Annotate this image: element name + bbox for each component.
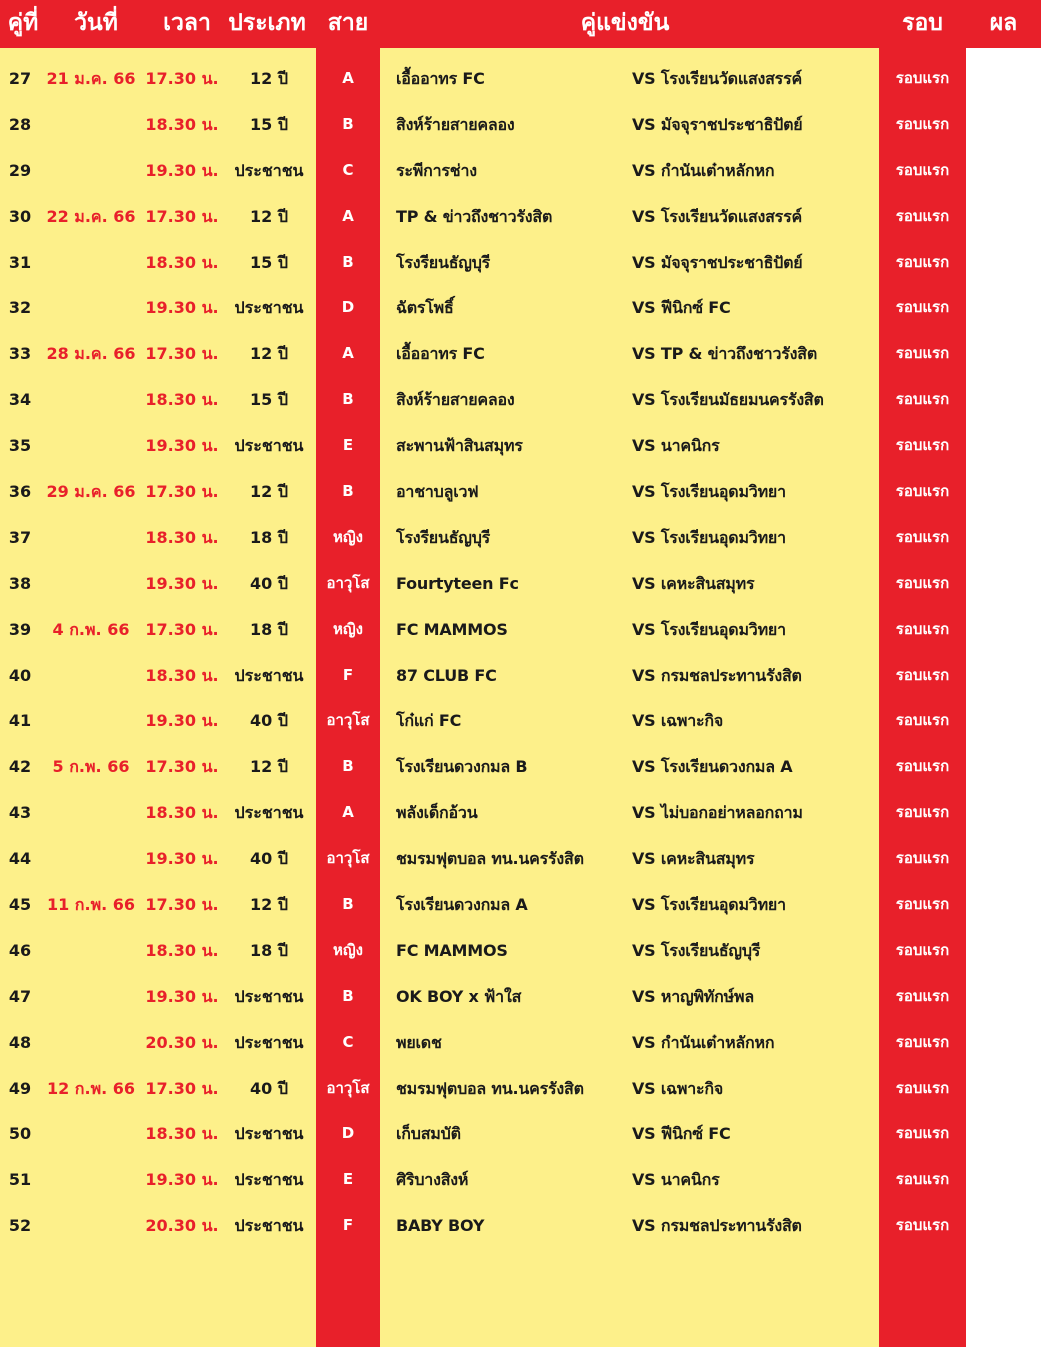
match-group: A bbox=[342, 344, 354, 363]
match-date: 5 ก.พ. 66 bbox=[52, 757, 130, 777]
match-result bbox=[966, 377, 1041, 423]
match-time: 17.30 น. bbox=[145, 895, 219, 915]
match-number: 50 bbox=[8, 1124, 32, 1144]
match-date bbox=[40, 240, 142, 286]
match-result bbox=[966, 561, 1041, 607]
match-group: B bbox=[342, 252, 354, 271]
match-category: 18 ปี bbox=[250, 619, 288, 639]
match-category: ประชาชน bbox=[234, 1124, 304, 1144]
home-team: โรงรียนธัญบุรี bbox=[396, 527, 491, 547]
match-number: 34 bbox=[8, 390, 32, 410]
match-round: รอบแรก bbox=[895, 160, 950, 179]
home-team: ศิริบางสิงห์ bbox=[396, 1170, 469, 1190]
match-time: 19.30 น. bbox=[145, 160, 219, 180]
match-date bbox=[40, 515, 142, 561]
match-number: 32 bbox=[8, 298, 32, 318]
match-date bbox=[40, 653, 142, 699]
match-round: รอบแรก bbox=[895, 390, 950, 409]
match-round: รอบแรก bbox=[895, 1216, 950, 1235]
match-number: 39 bbox=[8, 619, 32, 639]
away-team: VS เฉพาะกิจ bbox=[632, 1078, 724, 1098]
match-group: C bbox=[342, 1032, 354, 1051]
match-result bbox=[966, 56, 1041, 102]
away-team: VS โรงเรียนอุดมวิทยา bbox=[632, 619, 786, 639]
match-round: รอบแรก bbox=[895, 1170, 950, 1189]
match-category: 40 ปี bbox=[250, 1078, 288, 1098]
match-group: B bbox=[342, 482, 354, 501]
match-round: รอบแรก bbox=[895, 206, 950, 225]
match-date bbox=[40, 1020, 142, 1066]
match-category: 18 ปี bbox=[250, 527, 288, 547]
match-date: 21 ม.ค. 66 bbox=[46, 69, 136, 88]
match-result bbox=[966, 1020, 1041, 1066]
match-result bbox=[966, 515, 1041, 561]
match-result bbox=[966, 653, 1041, 699]
match-result bbox=[966, 240, 1041, 286]
match-group: อาวุโส bbox=[326, 711, 370, 730]
match-time: 17.30 น. bbox=[145, 482, 219, 502]
match-round: รอบแรก bbox=[895, 298, 950, 317]
header-line: สาย bbox=[327, 10, 369, 36]
match-group: F bbox=[342, 1216, 354, 1235]
away-team: VS มัจจุราชประชาธิปัตย์ bbox=[632, 114, 803, 134]
match-time: 17.30 น. bbox=[145, 757, 219, 777]
match-date bbox=[40, 836, 142, 882]
table-row bbox=[0, 56, 1041, 102]
away-team: VS หาญพิทักษ์พล bbox=[632, 986, 754, 1006]
home-team: เก็บสมบัติ bbox=[396, 1124, 461, 1144]
table-row bbox=[0, 1066, 1041, 1112]
match-category: 12 ปี bbox=[250, 69, 288, 88]
match-time: 17.30 น. bbox=[145, 69, 219, 88]
match-time: 18.30 น. bbox=[145, 1124, 219, 1144]
match-group: F bbox=[342, 665, 354, 684]
match-time: 19.30 น. bbox=[145, 573, 219, 593]
match-result bbox=[966, 285, 1041, 331]
match-round: รอบแรก bbox=[895, 527, 950, 546]
match-time: 20.30 น. bbox=[145, 1032, 219, 1052]
home-team: พลังเด็กอ้วน bbox=[396, 803, 478, 823]
home-team: ชมรมฟุตบอล ทน.นครรังสิต bbox=[396, 1078, 584, 1098]
match-group: B bbox=[342, 114, 354, 133]
match-time: 19.30 น. bbox=[145, 1170, 219, 1190]
match-round: รอบแรก bbox=[895, 711, 950, 730]
match-round: รอบแรก bbox=[895, 436, 950, 455]
match-result bbox=[966, 1111, 1041, 1157]
table-row bbox=[0, 836, 1041, 882]
match-category: 40 ปี bbox=[250, 711, 288, 731]
match-number: 49 bbox=[8, 1078, 32, 1098]
match-number: 43 bbox=[8, 803, 32, 823]
match-round: รอบแรก bbox=[895, 1078, 950, 1097]
match-date bbox=[40, 698, 142, 744]
home-team: TP & ข่าวถึงชาวรังสิต bbox=[396, 206, 553, 226]
match-date bbox=[40, 423, 142, 469]
table-row bbox=[0, 1020, 1041, 1066]
table-header bbox=[0, 0, 1041, 48]
match-time: 18.30 น. bbox=[145, 390, 219, 410]
match-time: 18.30 น. bbox=[145, 252, 219, 272]
match-category: ประชาชน bbox=[234, 1032, 304, 1052]
match-time: 17.30 น. bbox=[145, 1078, 219, 1098]
match-round: รอบแรก bbox=[895, 986, 950, 1005]
match-result bbox=[966, 744, 1041, 790]
match-number: 52 bbox=[8, 1216, 32, 1236]
match-round: รอบแรก bbox=[895, 252, 950, 271]
match-number: 31 bbox=[8, 252, 32, 272]
home-team: ฉัตรโพธิ์ bbox=[396, 298, 454, 318]
match-category: 15 ปี bbox=[250, 390, 288, 410]
match-time: 18.30 น. bbox=[145, 114, 219, 134]
table-row bbox=[0, 974, 1041, 1020]
match-group: อาวุโส bbox=[326, 849, 370, 868]
match-date: 11 ก.พ. 66 bbox=[46, 895, 136, 915]
match-category: 12 ปี bbox=[250, 344, 288, 364]
home-team: เอื้ออาทร FC bbox=[396, 344, 485, 364]
match-number: 36 bbox=[8, 482, 32, 502]
match-round: รอบแรก bbox=[895, 757, 950, 776]
table-row bbox=[0, 331, 1041, 377]
match-number: 48 bbox=[8, 1032, 32, 1052]
home-team: ชมรมฟุตบอล ทน.นครรังสิต bbox=[396, 849, 584, 869]
fixture-rows bbox=[0, 56, 1041, 1249]
match-number: 51 bbox=[8, 1170, 32, 1190]
match-date: 12 ก.พ. 66 bbox=[46, 1078, 136, 1098]
match-result bbox=[966, 836, 1041, 882]
match-time: 19.30 น. bbox=[145, 849, 219, 869]
home-team: FC MAMMOS bbox=[396, 940, 508, 960]
table-row bbox=[0, 515, 1041, 561]
table-row bbox=[0, 194, 1041, 240]
match-number: 45 bbox=[8, 895, 32, 915]
match-date: 22 ม.ค. 66 bbox=[46, 206, 136, 226]
match-date bbox=[40, 974, 142, 1020]
match-time: 19.30 น. bbox=[145, 436, 219, 456]
match-group: หญิง bbox=[333, 619, 363, 638]
table-row bbox=[0, 148, 1041, 194]
match-number: 44 bbox=[8, 849, 32, 869]
match-round: รอบแรก bbox=[895, 619, 950, 638]
match-category: 12 ปี bbox=[250, 482, 288, 502]
away-team: VS นาคนิกร bbox=[632, 436, 720, 456]
match-number: 38 bbox=[8, 573, 32, 593]
match-date bbox=[40, 285, 142, 331]
match-category: ประชาชน bbox=[234, 1170, 304, 1190]
table-row bbox=[0, 423, 1041, 469]
home-team: สิงห์ร้ายสายคลอง bbox=[396, 114, 515, 134]
home-team: โรงเรียนดวงกมล A bbox=[396, 895, 528, 915]
match-category: 40 ปี bbox=[250, 573, 288, 593]
match-time: 19.30 น. bbox=[145, 711, 219, 731]
away-team: VS มัจจุราชประชาธิปัตย์ bbox=[632, 252, 803, 272]
header-time: เวลา bbox=[163, 10, 211, 36]
match-group: E bbox=[342, 436, 354, 455]
match-result bbox=[966, 102, 1041, 148]
home-team: BABY BOY bbox=[396, 1216, 485, 1236]
home-team: โรงเรียนดวงกมล B bbox=[396, 757, 528, 777]
away-team: VS โรงเรียนวัดแสงสรรค์ bbox=[632, 206, 802, 226]
match-group: หญิง bbox=[333, 940, 363, 959]
match-time: 19.30 น. bbox=[145, 298, 219, 318]
match-result bbox=[966, 1066, 1041, 1112]
match-category: 18 ปี bbox=[250, 940, 288, 960]
match-date bbox=[40, 790, 142, 836]
table-row bbox=[0, 698, 1041, 744]
match-time: 20.30 น. bbox=[145, 1216, 219, 1236]
match-category: 40 ปี bbox=[250, 849, 288, 869]
table-row bbox=[0, 469, 1041, 515]
match-number: 35 bbox=[8, 436, 32, 456]
header-type: ประเภท bbox=[228, 10, 306, 36]
match-group: B bbox=[342, 390, 354, 409]
match-round: รอบแรก bbox=[895, 573, 950, 592]
match-result bbox=[966, 974, 1041, 1020]
match-number: 47 bbox=[8, 986, 32, 1006]
match-round: รอบแรก bbox=[895, 1032, 950, 1051]
home-team: โก๋แก่ FC bbox=[396, 711, 462, 731]
match-time: 17.30 น. bbox=[145, 619, 219, 639]
away-team: VS โรงเรียนอุดมวิทยา bbox=[632, 895, 786, 915]
table-row bbox=[0, 377, 1041, 423]
table-row bbox=[0, 285, 1041, 331]
match-category: ประชาชน bbox=[234, 160, 304, 180]
away-team: VS ฟีนิกซ์ FC bbox=[632, 1124, 731, 1144]
home-team: พยเดช bbox=[396, 1032, 442, 1052]
table-row bbox=[0, 561, 1041, 607]
header-result: ผล bbox=[989, 10, 1018, 36]
away-team: VS โรงเรียนดวงกมล A bbox=[632, 757, 793, 777]
away-team: VS โรงเรียนอุดมวิทยา bbox=[632, 482, 786, 502]
header-round: รอบ bbox=[902, 10, 943, 36]
home-team: 87 CLUB FC bbox=[396, 665, 497, 685]
match-group: อาวุโส bbox=[326, 573, 370, 592]
match-category: 15 ปี bbox=[250, 114, 288, 134]
match-time: 18.30 น. bbox=[145, 527, 219, 547]
match-group: E bbox=[342, 1170, 354, 1189]
match-round: รอบแรก bbox=[895, 482, 950, 501]
table-row bbox=[0, 744, 1041, 790]
home-team: Fourtyteen Fc bbox=[396, 573, 519, 593]
match-result bbox=[966, 469, 1041, 515]
home-team: ระพีการช่าง bbox=[396, 160, 477, 180]
away-team: VS เคหะสินสมุทร bbox=[632, 849, 755, 869]
match-number: 46 bbox=[8, 940, 32, 960]
table-row bbox=[0, 240, 1041, 286]
table-row bbox=[0, 928, 1041, 974]
away-team: VS ไม่บอกอย่าหลอกถาม bbox=[632, 803, 803, 823]
match-date: 4 ก.พ. 66 bbox=[52, 619, 130, 639]
home-team: อาชาบลูเวฟ bbox=[396, 482, 479, 502]
header-match-no: คู่ที่ bbox=[7, 10, 39, 36]
match-number: 27 bbox=[8, 69, 32, 88]
match-date bbox=[40, 928, 142, 974]
match-round: รอบแรก bbox=[895, 803, 950, 822]
match-group: D bbox=[341, 1124, 355, 1143]
match-result bbox=[966, 423, 1041, 469]
table-row bbox=[0, 882, 1041, 928]
match-category: 15 ปี bbox=[250, 252, 288, 272]
away-team: VS กรมชลประทานรังสิต bbox=[632, 1216, 802, 1236]
match-category: ประชาชน bbox=[234, 665, 304, 685]
match-round: รอบแรก bbox=[895, 665, 950, 684]
match-number: 28 bbox=[8, 114, 32, 134]
away-team: VS เคหะสินสมุทร bbox=[632, 573, 755, 593]
match-category: ประชาชน bbox=[234, 1216, 304, 1236]
home-team: โรงรียนธัญบุรี bbox=[396, 252, 491, 272]
away-team: VS กำนันเต๋าหลักหก bbox=[632, 1032, 775, 1052]
match-result bbox=[966, 194, 1041, 240]
match-group: A bbox=[342, 803, 354, 822]
match-group: B bbox=[342, 895, 354, 914]
table-row bbox=[0, 1157, 1041, 1203]
home-team: สะพานฟ้าสินสมุทร bbox=[396, 436, 523, 456]
match-time: 19.30 น. bbox=[145, 986, 219, 1006]
away-team: VS โรงเรียนมัธยมนครรังสิต bbox=[632, 390, 824, 410]
match-round: รอบแรก bbox=[895, 114, 950, 133]
match-number: 30 bbox=[8, 206, 32, 226]
match-time: 18.30 น. bbox=[145, 940, 219, 960]
match-date bbox=[40, 561, 142, 607]
match-date bbox=[40, 1157, 142, 1203]
home-team: เอื้ออาทร FC bbox=[396, 69, 485, 88]
away-team: VS โรงเรียนวัดแสงสรรค์ bbox=[632, 69, 802, 88]
match-category: ประชาชน bbox=[234, 986, 304, 1006]
match-group: C bbox=[342, 160, 354, 179]
match-round: รอบแรก bbox=[895, 1124, 950, 1143]
match-category: ประชาชน bbox=[234, 803, 304, 823]
header-date: วันที่ bbox=[74, 10, 118, 36]
match-number: 42 bbox=[8, 757, 32, 777]
match-result bbox=[966, 148, 1041, 194]
match-time: 17.30 น. bbox=[145, 206, 219, 226]
table-row bbox=[0, 102, 1041, 148]
match-category: 12 ปี bbox=[250, 895, 288, 915]
match-group: B bbox=[342, 757, 354, 776]
match-category: 12 ปี bbox=[250, 206, 288, 226]
home-team: FC MAMMOS bbox=[396, 619, 508, 639]
match-result bbox=[966, 607, 1041, 653]
match-date: 29 ม.ค. 66 bbox=[46, 482, 136, 502]
table-row bbox=[0, 607, 1041, 653]
away-team: VS เฉพาะกิจ bbox=[632, 711, 724, 731]
match-result bbox=[966, 790, 1041, 836]
away-team: VS กำนันเต๋าหลักหก bbox=[632, 160, 775, 180]
table-row bbox=[0, 790, 1041, 836]
table-row bbox=[0, 1111, 1041, 1157]
away-team: VS โรงเรียนอุดมวิทยา bbox=[632, 527, 786, 547]
match-result bbox=[966, 698, 1041, 744]
header-fixture: คู่แข่งขัน bbox=[580, 10, 670, 36]
match-category: ประชาชน bbox=[234, 298, 304, 318]
match-result bbox=[966, 928, 1041, 974]
match-number: 40 bbox=[8, 665, 32, 685]
match-number: 41 bbox=[8, 711, 32, 731]
away-team: VS โรงเรียนธัญบุรี bbox=[632, 940, 761, 960]
match-date bbox=[40, 1203, 142, 1249]
match-round: รอบแรก bbox=[895, 344, 950, 363]
home-team: สิงห์ร้ายสายคลอง bbox=[396, 390, 515, 410]
match-category: ประชาชน bbox=[234, 436, 304, 456]
match-date bbox=[40, 1111, 142, 1157]
away-team: VS TP & ข่าวถึงชาวรังสิต bbox=[632, 344, 818, 364]
match-group: A bbox=[342, 206, 354, 225]
home-team: OK BOY x ฟ้าใส bbox=[396, 986, 522, 1006]
match-time: 17.30 น. bbox=[145, 344, 219, 364]
match-group: หญิง bbox=[333, 527, 363, 546]
match-date: 28 ม.ค. 66 bbox=[46, 344, 136, 364]
match-result bbox=[966, 1157, 1041, 1203]
match-number: 37 bbox=[8, 527, 32, 547]
match-category: 12 ปี bbox=[250, 757, 288, 777]
match-round: รอบแรก bbox=[895, 849, 950, 868]
match-date bbox=[40, 148, 142, 194]
match-result bbox=[966, 331, 1041, 377]
match-result bbox=[966, 882, 1041, 928]
match-group: B bbox=[342, 986, 354, 1005]
match-number: 29 bbox=[8, 160, 32, 180]
match-number: 33 bbox=[8, 344, 32, 364]
match-group: D bbox=[341, 298, 355, 317]
match-result bbox=[966, 1203, 1041, 1249]
match-round: รอบแรก bbox=[895, 895, 950, 914]
match-date bbox=[40, 377, 142, 423]
match-round: รอบแรก bbox=[895, 69, 950, 87]
match-round: รอบแรก bbox=[895, 940, 950, 959]
match-group: A bbox=[342, 69, 354, 87]
away-team: VS กรมชลประทานรังสิต bbox=[632, 665, 802, 685]
table-row bbox=[0, 653, 1041, 699]
away-team: VS นาคนิกร bbox=[632, 1170, 720, 1190]
match-date bbox=[40, 102, 142, 148]
table-row bbox=[0, 1203, 1041, 1249]
match-time: 18.30 น. bbox=[145, 803, 219, 823]
away-team: VS ฟีนิกซ์ FC bbox=[632, 298, 731, 318]
match-time: 18.30 น. bbox=[145, 665, 219, 685]
match-group: อาวุโส bbox=[326, 1078, 370, 1097]
